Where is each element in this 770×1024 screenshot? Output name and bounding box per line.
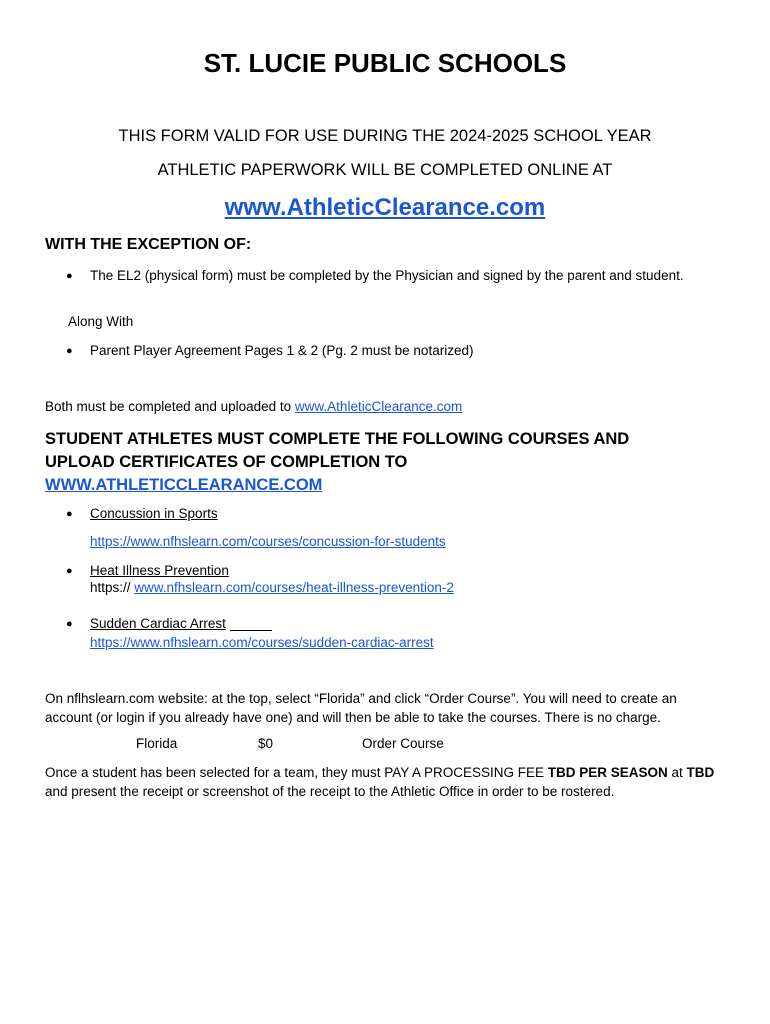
online-notice: ATHLETIC PAPERWORK WILL BE COMPLETED ONLINE AT	[157, 161, 613, 179]
along-with-label: Along With	[68, 314, 134, 329]
courses-heading-line1: STUDENT ATHLETES MUST COMPLETE THE FOLLOWING COURSES AND	[45, 430, 630, 448]
bullet-icon: ●	[66, 508, 73, 520]
courses-heading	[45, 428, 725, 497]
ordering-instructions: On nflhslearn.com website: at the top, select “Florida” and click “Order Course”. You will need to create an account (or login if you already have one) and will then be able to take the courses. There is no charge.	[45, 691, 677, 725]
course-name-heat-illness: Heat Illness Prevention	[90, 563, 229, 578]
fee-text-3: and present the receipt or screenshot of the receipt to the Athletic Office in order to be rostered.	[45, 784, 615, 799]
order-row-action: Order Course	[362, 736, 444, 751]
agreement-requirement: Parent Player Agreement Pages 1 & 2 (Pg. 2 must be notarized)	[90, 343, 474, 358]
heat-illness-url-prefix: https://	[90, 580, 135, 595]
fee-amount: TBD PER SEASON	[547, 765, 668, 780]
list-item	[66, 342, 746, 360]
course-url-cardiac-arrest	[90, 634, 434, 652]
course-name-concussion: Concussion in Sports	[90, 506, 218, 521]
list-item	[66, 267, 746, 285]
upload-instruction	[45, 398, 462, 416]
courses-heading-link[interactable]: WWW.ATHLETICCLEARANCE.COM	[45, 476, 323, 494]
concussion-course-link[interactable]: https://www.nfhslearn.com/courses/concussion-for-students	[90, 534, 446, 549]
courses-heading-line2: UPLOAD CERTIFICATES OF COMPLETION TO	[45, 453, 408, 471]
upload-link[interactable]: www.AthleticClearance.com	[294, 399, 463, 414]
blank-underline	[230, 615, 272, 631]
fee-text-2: at	[667, 765, 687, 780]
course-url-heat-illness	[90, 579, 454, 597]
bullet-icon: ●	[66, 345, 73, 357]
page-title: ST. LUCIE PUBLIC SCHOOLS	[203, 48, 567, 78]
validity-notice: THIS FORM VALID FOR USE DURING THE 2024-2025 SCHOOL YEAR	[118, 127, 652, 145]
bullet-icon: ●	[66, 618, 73, 630]
heat-illness-course-link[interactable]: www.nfhslearn.com/courses/heat-illness-prevention-2	[134, 580, 454, 595]
bullet-icon: ●	[66, 565, 73, 577]
order-row-state: Florida	[136, 736, 178, 751]
list-item	[66, 615, 746, 633]
list-item	[66, 505, 746, 523]
processing-fee-notice	[45, 763, 725, 801]
course-url-concussion	[90, 533, 446, 551]
order-row-price: $0	[258, 736, 274, 751]
bullet-icon: ●	[66, 270, 73, 282]
upload-text: Both must be completed and uploaded to	[45, 399, 295, 414]
fee-text-1: Once a student has been selected for a team, they must PAY A PROCESSING FEE	[45, 765, 548, 780]
course-name-cardiac-arrest: Sudden Cardiac Arrest	[90, 616, 226, 631]
exceptions-heading: WITH THE EXCEPTION OF:	[45, 236, 252, 253]
cardiac-arrest-course-link[interactable]: https://www.nfhslearn.com/courses/sudden-cardiac-arrest	[90, 635, 434, 650]
fee-location: TBD	[686, 765, 715, 780]
el2-requirement: The EL2 (physical form) must be completed by the Physician and signed by the parent and student.	[90, 268, 684, 283]
list-item	[66, 562, 746, 580]
athletic-clearance-link[interactable]: www.AthleticClearance.com	[224, 194, 546, 221]
